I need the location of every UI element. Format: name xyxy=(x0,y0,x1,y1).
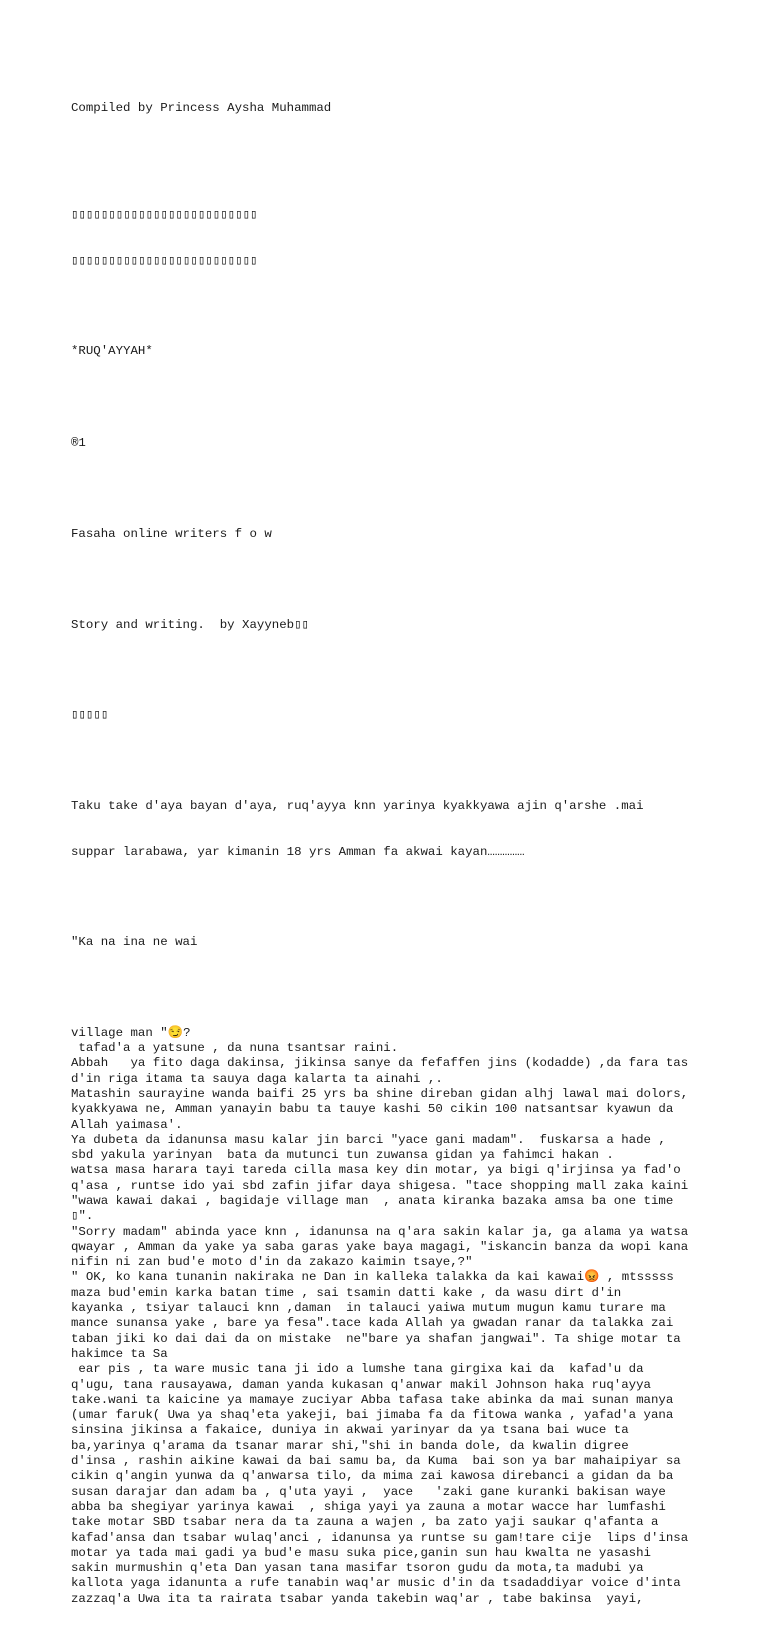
body-line: mance sunansa yake , bare ya fesa".tace kada Allah ya gwadan ranar da talakka zai xyxy=(71,1316,674,1331)
body-line: maza bud'emin karka batan time , sai tsamin datti kake , da wasu dirt d'in xyxy=(71,1285,622,1300)
spacer xyxy=(71,664,761,678)
writers-group: Fasaha online writers f o w xyxy=(71,527,272,542)
body-line: kayanka , tsiyar talauci knn ,daman in talauci yaiwa mutum mugun kamu turare ma xyxy=(71,1301,666,1316)
body-line: take motar SBD tsabar nera da ta zauna a wajen , ba zato yaji saukar q'afanta a xyxy=(71,1515,659,1530)
author-line: Story and writing. by Xayyneb▯▯ xyxy=(71,617,309,632)
dialogue-line: "Ka na ina ne wai xyxy=(71,935,198,950)
body-line: Matashin saurayine wanda baifi 25 yrs ba shine direban gidan alhj lawal mai dolors, xyxy=(71,1086,689,1101)
body-line: zazzaq'a Uwa ita ta rairata tsabar yanda takebin waq'ar , tabe bakinsa yayi, xyxy=(71,1591,644,1606)
body-line: Ya dubeta da idanunsa masu kalar jin barci "yace gani madam". fuskarsa a hade , xyxy=(71,1132,666,1147)
spacer xyxy=(71,390,761,405)
body-line: Abbah ya fito daga dakinsa, jikinsa sanye da fefaffen jins (kodadde) ,da fara tas xyxy=(71,1056,689,1071)
body-line: kafad'ansa dan tsabar wulaq'anci , idanunsa ya runtse su gam!tare cije lips d'insa xyxy=(71,1530,689,1545)
spacer xyxy=(71,146,761,177)
body-line: village man "😏? xyxy=(71,1025,191,1040)
spacer xyxy=(71,891,761,905)
decorative-boxes-row: ▯▯▯▯▯ xyxy=(71,708,109,723)
body-line: qwayar , Amman da yake ya saba garas yake baya magagi, "iskancin banza da wopi kana xyxy=(71,1239,689,1254)
story-body xyxy=(71,1026,761,1607)
document-text xyxy=(71,70,761,1638)
story-title: *RUQ'AYYAH* xyxy=(71,344,153,359)
body-line: sinsina jikinsa a fakaice, duniya in akwai yarinyar da ya tsana bai wuce ta xyxy=(71,1423,629,1438)
body-line: ▯". xyxy=(71,1209,94,1224)
intro-line: suppar larabawa, yar kimanin 18 yrs Amman fa akwai kayan…………… xyxy=(71,844,525,859)
body-line: "Sorry madam" abinda yace knn , idanunsa na q'ara sakin kalar ja, ga alama ya watsa xyxy=(71,1224,689,1239)
body-line: ear pis , ta ware music tana ji ido a lumshe tana girgixa kai da kafad'u da xyxy=(71,1362,644,1377)
body-line: abba ba shegiyar yarinya kawai , shiga yayi ya zauna a motar wacce har lumfashi xyxy=(71,1499,666,1514)
body-line: kyakkyawa ne, Amman yanayin babu ta tauye kashi 50 cikin 100 natsantsar kyawun da xyxy=(71,1102,674,1117)
decorative-boxes-row: ▯▯▯▯▯▯▯▯▯▯▯▯▯▯▯▯▯▯▯▯▯▯▯▯▯ xyxy=(71,253,258,268)
spacer xyxy=(71,573,761,587)
body-line: taban jiki ko dai dai da on mistake ne"bare ya shafan jangwai". Ta shige motar ta xyxy=(71,1331,681,1346)
body-line: ba,yarinya q'arama da tsanar marar shi,"shi in banda dole, da kwalin digree xyxy=(71,1438,629,1453)
body-line: cikin q'angin yunwa da q'anwarsa tilo, da mima zai kawosa direbanci a gidan da ba xyxy=(71,1469,674,1484)
body-line: tafad'a a yatsune , da nuna tsantsar raini. xyxy=(71,1041,399,1056)
body-line: "wawa kawai dakai , bagidaje village man , anata kiranka bazaka amsa ba one time xyxy=(71,1194,674,1208)
spacer xyxy=(71,300,761,314)
part-number: ®1 xyxy=(71,435,86,450)
body-line: d'insa , rashin aikine kawai da bai samu ba, da Kuma bai son ya bar mahaipiyar sa xyxy=(71,1454,681,1469)
body-line: kallota yaga idanunta a rufe tanabin waq'ar music d'in da tsadaddiyar voice d'inta xyxy=(71,1576,681,1591)
body-line: susan darajar dan adam ba , q'uta yayi , yace 'zaki gane kuranki bakisan waye xyxy=(71,1484,666,1499)
spacer xyxy=(71,482,761,497)
body-line: " OK, ko kana tunanin nakiraka ne Dan in kalleka talakka da kai kawai😡 , mtsssss xyxy=(71,1270,674,1285)
body-line: motar ya tada mai gadi ya bud'e masu suka pice,ganin sun hau kwalta ne yasashi xyxy=(71,1545,651,1560)
body-line: q'ugu, tana rausayawa, daman yanda kukasan q'anwar makil Johnson haka ruq'ayya xyxy=(71,1377,651,1392)
spacer xyxy=(71,754,761,768)
body-line: hakimce ta Sa xyxy=(71,1346,168,1361)
body-line: sbd yakula yarinyan bata da mutunci tun zuwansa gidan ya fahimci hakan . xyxy=(71,1148,614,1163)
body-line: take.wani ta kaicine ya mamaye zuciyar Abba tafasa take abinka da mai sunan manya xyxy=(71,1392,674,1407)
body-line: Allah yaimasa'. xyxy=(71,1117,183,1132)
intro-line: Taku take d'aya bayan d'aya, ruq'ayya knn yarinya kyakkyawa ajin q'arshe .mai xyxy=(71,798,644,813)
body-line: d'in riga itama ta sauya daga kalarta ta ainahi ,. xyxy=(71,1071,443,1086)
body-line: nifin ni zan bud'e moto d'in da zakazo kaimin tsaye,?" xyxy=(71,1255,473,1270)
body-line: (umar faruk( Uwa ya shaq'eta yakeji, bai jimaba fa da fitowa wanka , yafad'a yana xyxy=(71,1408,674,1423)
body-line: q'asa , runtse ido yai sbd zafin jifar daya shigesa. "tace shopping mall zaka kaini xyxy=(71,1178,689,1193)
body-line: watsa masa harara tayi tareda cilla masa key din motar, ya bigi q'irjinsa ya fad'o xyxy=(71,1163,681,1178)
decorative-boxes-row: ▯▯▯▯▯▯▯▯▯▯▯▯▯▯▯▯▯▯▯▯▯▯▯▯▯ xyxy=(71,208,258,223)
compiled-by-line: Compiled by Princess Aysha Muhammad xyxy=(71,100,332,115)
spacer xyxy=(71,981,761,995)
body-line: sakin murmushin q'eta Dan yasan tana masifar tsoron gudu da mota,ta madubi ya xyxy=(71,1561,644,1576)
